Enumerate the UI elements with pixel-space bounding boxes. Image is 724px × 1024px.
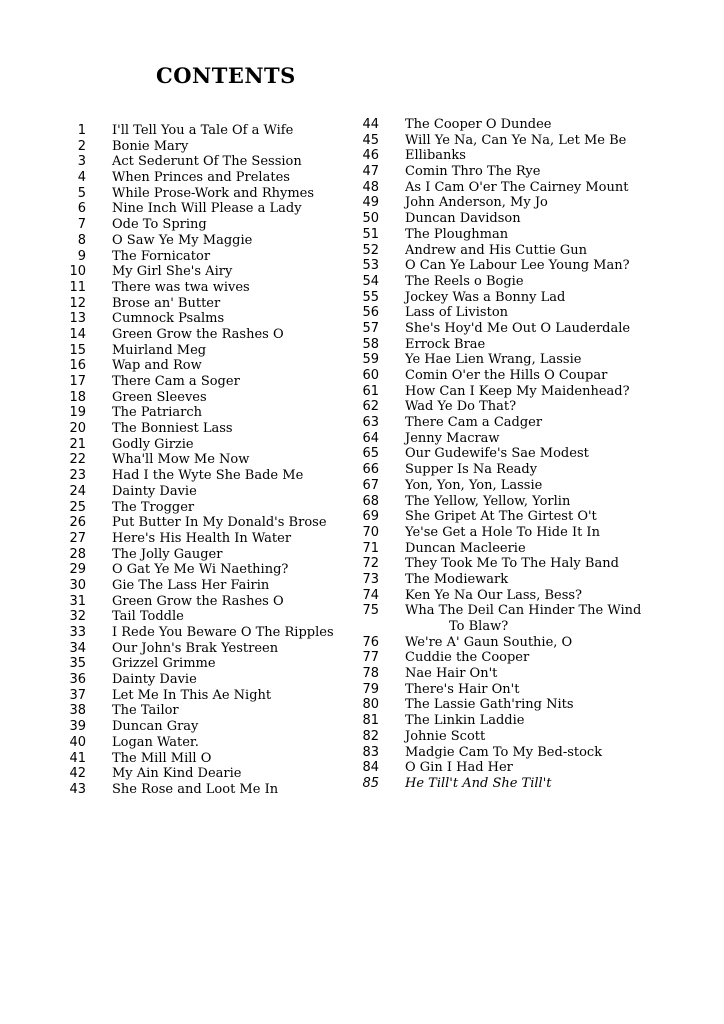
entry-number: 68 bbox=[362, 493, 379, 509]
entry-title: John Anderson, My Jo bbox=[405, 195, 548, 211]
entry-title: Wad Ye Do That? bbox=[405, 399, 517, 415]
entry-number: 48 bbox=[362, 179, 379, 195]
entry-number: 20 bbox=[69, 421, 86, 437]
entry-title: The Fornicator bbox=[112, 248, 211, 264]
toc-entry bbox=[62, 484, 362, 500]
entry-title: They Took Me To The Haly Band bbox=[405, 556, 619, 572]
toc-entry bbox=[62, 374, 362, 390]
entry-number: 66 bbox=[362, 462, 379, 478]
entry-number: 12 bbox=[69, 295, 86, 311]
entry-title: She Gripet At The Girtest O't bbox=[405, 509, 597, 525]
entry-title: Ye Hae Lien Wrang, Lassie bbox=[405, 352, 582, 368]
contents-column-left bbox=[62, 123, 362, 798]
entry-number: 71 bbox=[362, 540, 379, 556]
entry-number: 18 bbox=[69, 389, 86, 405]
entry-number: 33 bbox=[69, 625, 86, 640]
entry-number: 50 bbox=[362, 211, 379, 227]
entry-number: 80 bbox=[362, 697, 379, 713]
entry-number: 85 bbox=[362, 775, 379, 791]
entry-title: The Yellow, Yellow, Yorlin bbox=[405, 493, 571, 509]
toc-entry bbox=[355, 164, 665, 180]
toc-entry bbox=[62, 782, 362, 798]
entry-number: 60 bbox=[362, 368, 379, 383]
entry-title: While Prose-Work and Rhymes bbox=[112, 185, 315, 201]
entry-number: 36 bbox=[69, 672, 86, 688]
toc-entry bbox=[62, 154, 362, 170]
entry-title bbox=[405, 603, 650, 634]
toc-entry bbox=[62, 201, 362, 217]
toc-entry bbox=[355, 635, 665, 651]
toc-entry bbox=[62, 609, 362, 625]
toc-entry bbox=[62, 123, 362, 139]
entry-number: 22 bbox=[69, 452, 86, 468]
entry-number: 17 bbox=[69, 374, 86, 389]
toc-entry bbox=[62, 641, 362, 657]
entry-title: Our John's Brak Yestreen bbox=[112, 640, 279, 656]
entry-title: Let Me In This Ae Night bbox=[112, 687, 272, 703]
entry-title-line2: To Blaw? bbox=[449, 619, 509, 634]
toc-entry bbox=[355, 776, 665, 792]
toc-entry bbox=[62, 719, 362, 735]
toc-entry bbox=[62, 703, 362, 719]
entry-title: Nae Hair On't bbox=[405, 666, 498, 682]
entry-title: O Gat Ye Me Wi Naething? bbox=[112, 562, 289, 578]
entry-title: My Ain Kind Dearie bbox=[112, 766, 242, 782]
entry-title: Green Grow the Rashes O bbox=[112, 326, 284, 342]
entry-title: The Tailor bbox=[112, 703, 179, 719]
entry-number: 21 bbox=[69, 436, 86, 452]
toc-entry bbox=[355, 148, 665, 164]
entry-title: Duncan Gray bbox=[112, 719, 199, 735]
entry-number: 31 bbox=[69, 593, 86, 609]
entry-title-line1: Wha The Deil Can Hinder The Wind bbox=[405, 603, 642, 619]
entry-title: Tail Toddle bbox=[112, 609, 184, 625]
entry-title: How Can I Keep My Maidenhead? bbox=[405, 383, 630, 399]
entry-number: 2 bbox=[77, 138, 86, 154]
entry-title: Jockey Was a Bonny Lad bbox=[405, 289, 566, 305]
entry-number: 29 bbox=[69, 562, 86, 578]
entry-number: 37 bbox=[69, 687, 86, 703]
entry-number: 46 bbox=[362, 148, 379, 164]
entry-number: 56 bbox=[362, 305, 379, 321]
toc-entry bbox=[62, 139, 362, 155]
entry-title: The Patriarch bbox=[112, 405, 202, 421]
entry-number: 54 bbox=[362, 273, 379, 289]
toc-entry bbox=[355, 274, 665, 290]
toc-entry bbox=[62, 421, 362, 437]
entry-title: Duncan Davidson bbox=[405, 211, 521, 227]
entry-number: 6 bbox=[77, 201, 86, 217]
entry-number: 25 bbox=[69, 499, 86, 515]
entry-title: O Can Ye Labour Lee Young Man? bbox=[405, 258, 630, 274]
entry-title: Supper Is Na Ready bbox=[405, 462, 538, 478]
toc-entry bbox=[355, 195, 665, 211]
entry-title: The Jolly Gauger bbox=[112, 546, 223, 562]
entry-title: The Linkin Laddie bbox=[405, 713, 525, 729]
entry-title: Our Gudewife's Sae Modest bbox=[405, 446, 589, 462]
toc-entry bbox=[355, 227, 665, 243]
toc-entry bbox=[62, 562, 362, 578]
entry-title: Ye'se Get a Hole To Hide It In bbox=[405, 524, 600, 540]
toc-entry bbox=[62, 170, 362, 186]
toc-entry bbox=[62, 751, 362, 767]
entry-number: 57 bbox=[362, 320, 379, 336]
toc-entry bbox=[355, 180, 665, 196]
toc-entry bbox=[355, 745, 665, 761]
entry-number: 55 bbox=[362, 289, 379, 305]
toc-entry bbox=[355, 399, 665, 415]
entry-number: 70 bbox=[362, 524, 379, 540]
toc-entry bbox=[355, 729, 665, 745]
entry-title: Will Ye Na, Can Ye Na, Let Me Be bbox=[405, 132, 627, 148]
toc-entry bbox=[355, 431, 665, 447]
toc-entry bbox=[355, 760, 665, 776]
entry-title: The Trogger bbox=[112, 499, 195, 515]
entry-title: Dainty Davie bbox=[112, 483, 197, 499]
toc-entry bbox=[62, 280, 362, 296]
entry-number: 11 bbox=[69, 279, 86, 295]
toc-entry bbox=[62, 264, 362, 280]
entry-number: 14 bbox=[69, 326, 86, 342]
toc-entry bbox=[355, 133, 665, 149]
entry-title: The Modiewark bbox=[405, 571, 509, 587]
entry-title: There was twa wives bbox=[112, 279, 250, 295]
toc-entry bbox=[62, 405, 362, 421]
entry-number: 82 bbox=[362, 728, 379, 744]
entry-title: O Saw Ye My Maggie bbox=[112, 232, 253, 248]
toc-entry bbox=[355, 697, 665, 713]
entry-number: 63 bbox=[362, 415, 379, 431]
toc-entry bbox=[355, 446, 665, 462]
toc-entry bbox=[355, 541, 665, 557]
toc-entry bbox=[62, 735, 362, 751]
entry-number: 77 bbox=[362, 650, 379, 666]
entry-number: 52 bbox=[362, 242, 379, 258]
entry-number: 23 bbox=[69, 468, 86, 484]
entry-number: 72 bbox=[362, 556, 379, 572]
entry-title: Jenny Macraw bbox=[405, 430, 500, 446]
entry-number: 58 bbox=[362, 336, 379, 352]
toc-entry bbox=[62, 437, 362, 453]
entry-number: 49 bbox=[362, 195, 379, 211]
entry-title: Cuddie the Cooper bbox=[405, 650, 530, 666]
entry-title: Bonie Mary bbox=[112, 138, 189, 154]
entry-title: Put Butter In My Donald's Brose bbox=[112, 515, 327, 531]
toc-entry bbox=[355, 337, 665, 353]
entry-number: 4 bbox=[77, 170, 86, 186]
entry-title: Act Sederunt Of The Session bbox=[112, 154, 302, 170]
toc-entry bbox=[62, 296, 362, 312]
entry-title: Dainty Davie bbox=[112, 672, 197, 688]
entry-number: 44 bbox=[362, 117, 379, 132]
entry-number: 73 bbox=[362, 571, 379, 587]
entry-title: Green Sleeves bbox=[112, 389, 207, 405]
entry-number: 32 bbox=[69, 609, 86, 625]
entry-number: 84 bbox=[362, 760, 379, 776]
entry-number: 38 bbox=[69, 703, 86, 719]
entry-title: Nine Inch Will Please a Lady bbox=[112, 201, 302, 217]
toc-entry bbox=[355, 650, 665, 666]
entry-title: Comin O'er the Hills O Coupar bbox=[405, 368, 608, 383]
entry-title: We're A' Gaun Southie, O bbox=[405, 634, 573, 650]
entry-title: Andrew and His Cuttie Gun bbox=[405, 242, 588, 258]
entry-number: 45 bbox=[362, 132, 379, 148]
entry-number: 10 bbox=[69, 264, 86, 280]
entry-title: There's Hair On't bbox=[405, 681, 520, 697]
entry-number: 27 bbox=[69, 530, 86, 546]
toc-entry bbox=[355, 368, 665, 384]
entry-number: 76 bbox=[362, 634, 379, 650]
entry-number: 74 bbox=[362, 587, 379, 603]
entry-number: 30 bbox=[69, 577, 86, 593]
toc-entry bbox=[355, 321, 665, 337]
toc-entry bbox=[355, 352, 665, 368]
entry-number: 40 bbox=[69, 734, 86, 750]
toc-entry bbox=[355, 478, 665, 494]
entry-title: Grizzel Grimme bbox=[112, 656, 216, 672]
entry-title: Logan Water. bbox=[112, 734, 199, 750]
entry-number: 16 bbox=[69, 358, 86, 374]
entry-title: Had I the Wyte She Bade Me bbox=[112, 468, 304, 484]
entry-number: 47 bbox=[362, 164, 379, 180]
toc-entry bbox=[62, 358, 362, 374]
entry-title: Errock Brae bbox=[405, 336, 486, 352]
entry-title: I Rede You Beware O The Ripples bbox=[112, 625, 334, 640]
toc-entry bbox=[355, 258, 665, 274]
entry-number: 39 bbox=[69, 719, 86, 735]
entry-title: The Bonniest Lass bbox=[112, 421, 233, 437]
entry-title: The Ploughman bbox=[405, 226, 509, 242]
entry-number: 13 bbox=[69, 311, 86, 327]
toc-entry bbox=[355, 666, 665, 682]
entry-title: My Girl She's Airy bbox=[112, 264, 233, 280]
toc-entry bbox=[62, 233, 362, 249]
entry-title: Duncan Macleerie bbox=[405, 540, 526, 556]
entry-title: O Gin I Had Her bbox=[405, 760, 513, 776]
entry-title: There Cam a Cadger bbox=[405, 415, 543, 431]
entry-number: 65 bbox=[362, 446, 379, 462]
toc-entry bbox=[62, 625, 362, 641]
entry-title: I'll Tell You a Tale Of a Wife bbox=[112, 123, 294, 138]
toc-entry bbox=[355, 713, 665, 729]
entry-number: 26 bbox=[69, 515, 86, 531]
entry-number: 35 bbox=[69, 656, 86, 672]
entry-title: Wap and Row bbox=[112, 358, 202, 374]
toc-entry bbox=[62, 217, 362, 233]
toc-entry bbox=[62, 311, 362, 327]
entry-number: 15 bbox=[69, 342, 86, 358]
entry-number: 7 bbox=[77, 217, 86, 233]
entry-title: Green Grow the Rashes O bbox=[112, 593, 284, 609]
toc-entry bbox=[355, 682, 665, 698]
entry-number: 67 bbox=[362, 477, 379, 493]
toc-entry bbox=[62, 343, 362, 359]
toc-entry bbox=[355, 117, 665, 133]
entry-number: 1 bbox=[77, 123, 86, 138]
entry-title: Godly Girzie bbox=[112, 436, 194, 452]
entry-title: Muirland Meg bbox=[112, 342, 207, 358]
entry-number: 19 bbox=[69, 405, 86, 421]
toc-entry bbox=[355, 384, 665, 400]
toc-entry bbox=[355, 305, 665, 321]
entry-number: 28 bbox=[69, 546, 86, 562]
entry-number: 78 bbox=[362, 666, 379, 682]
entry-title: Yon, Yon, Yon, Lassie bbox=[405, 477, 543, 493]
entry-number: 79 bbox=[362, 681, 379, 697]
entry-number: 8 bbox=[77, 232, 86, 248]
toc-entry bbox=[355, 525, 665, 541]
entry-title: As I Cam O'er The Cairney Mount bbox=[405, 179, 629, 195]
toc-entry bbox=[62, 186, 362, 202]
toc-entry bbox=[62, 452, 362, 468]
toc-entry bbox=[62, 500, 362, 516]
entry-number: 3 bbox=[77, 154, 86, 170]
toc-entry bbox=[62, 672, 362, 688]
toc-entry bbox=[62, 327, 362, 343]
entry-title: Ode To Spring bbox=[112, 217, 207, 233]
entry-title: She's Hoy'd Me Out O Lauderdale bbox=[405, 320, 631, 336]
entry-number: 69 bbox=[362, 509, 379, 525]
entry-title: The Cooper O Dundee bbox=[405, 117, 552, 132]
entry-title: Cumnock Psalms bbox=[112, 311, 225, 327]
entry-number: 51 bbox=[362, 226, 379, 242]
toc-entry bbox=[355, 290, 665, 306]
entry-number: 5 bbox=[77, 185, 86, 201]
toc-entry bbox=[355, 556, 665, 572]
toc-entry bbox=[62, 656, 362, 672]
toc-entry bbox=[62, 594, 362, 610]
toc-entry bbox=[355, 211, 665, 227]
contents-column-right bbox=[355, 117, 665, 792]
entry-title: The Lassie Gath'ring Nits bbox=[405, 697, 574, 713]
entry-title: Comin Thro The Rye bbox=[405, 164, 541, 180]
toc-entry bbox=[62, 390, 362, 406]
toc-entry bbox=[355, 572, 665, 588]
toc-entry bbox=[62, 688, 362, 704]
entry-number: 53 bbox=[362, 258, 379, 274]
toc-entry bbox=[62, 515, 362, 531]
entry-title: There Cam a Soger bbox=[112, 374, 240, 389]
entry-number: 83 bbox=[362, 744, 379, 760]
entry-number: 9 bbox=[77, 248, 86, 264]
entry-title: Johnie Scott bbox=[405, 728, 486, 744]
entry-number: 41 bbox=[69, 750, 86, 766]
entry-title: When Princes and Prelates bbox=[112, 170, 290, 186]
toc-entry bbox=[62, 766, 362, 782]
toc-entry bbox=[355, 243, 665, 259]
entry-title: Ellibanks bbox=[405, 148, 466, 164]
page-title: CONTENTS bbox=[156, 63, 296, 88]
entry-number: 24 bbox=[69, 483, 86, 499]
entry-title: Here's His Health In Water bbox=[112, 530, 292, 546]
entry-title: The Reels o Bogie bbox=[405, 273, 524, 289]
entry-title: Madgie Cam To My Bed-stock bbox=[405, 744, 603, 760]
toc-entry bbox=[62, 547, 362, 563]
toc-entry bbox=[355, 415, 665, 431]
toc-entry bbox=[355, 603, 665, 634]
toc-entry bbox=[355, 494, 665, 510]
toc-entry bbox=[62, 531, 362, 547]
toc-entry bbox=[62, 249, 362, 265]
entry-title: Lass of Liviston bbox=[405, 305, 509, 321]
entry-number: 34 bbox=[69, 640, 86, 656]
entry-number: 59 bbox=[362, 352, 379, 368]
entry-number: 81 bbox=[362, 713, 379, 729]
entry-title: Gie The Lass Her Fairin bbox=[112, 577, 270, 593]
toc-entry bbox=[355, 462, 665, 478]
entry-title: The Mill Mill O bbox=[112, 750, 212, 766]
entry-number: 75 bbox=[362, 603, 379, 619]
entry-title: He Till't And She Till't bbox=[405, 775, 552, 791]
entry-number: 42 bbox=[69, 766, 86, 782]
toc-entry bbox=[62, 468, 362, 484]
entry-number: 61 bbox=[362, 383, 379, 399]
toc-entry bbox=[355, 509, 665, 525]
entry-title: Ken Ye Na Our Lass, Bess? bbox=[405, 587, 583, 603]
entry-title: Brose an' Butter bbox=[112, 295, 221, 311]
entry-number: 64 bbox=[362, 430, 379, 446]
entry-number: 43 bbox=[69, 781, 86, 797]
entry-number: 62 bbox=[362, 399, 379, 415]
entry-title: She Rose and Loot Me In bbox=[112, 781, 279, 797]
entry-title: Wha'll Mow Me Now bbox=[112, 452, 250, 468]
toc-entry bbox=[355, 588, 665, 604]
toc-entry bbox=[62, 578, 362, 594]
